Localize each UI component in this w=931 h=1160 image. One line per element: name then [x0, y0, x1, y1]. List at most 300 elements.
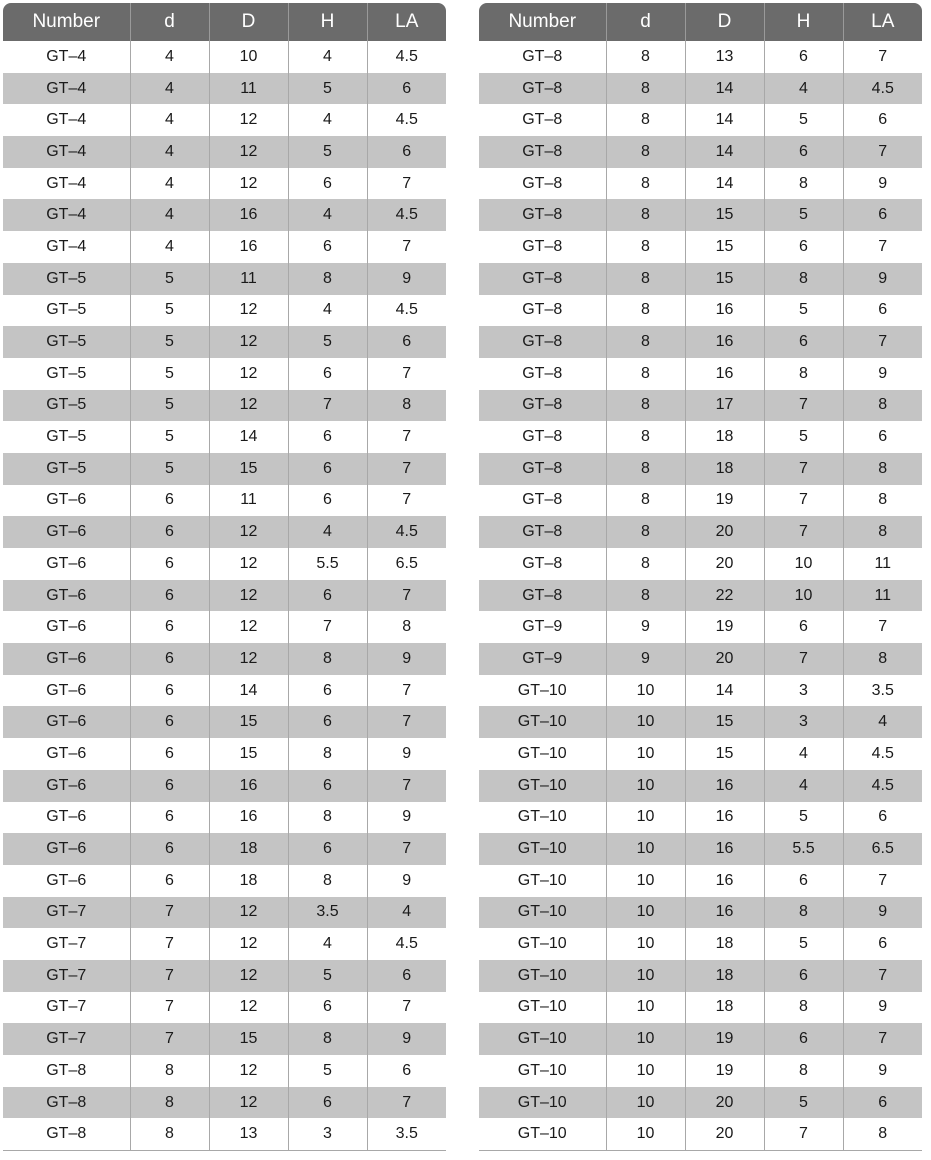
cell-D: 18: [685, 928, 764, 960]
right-spec-table: [479, 3, 922, 1151]
table-header: [3, 3, 446, 41]
cell-number: GT–10: [479, 1087, 606, 1119]
table-row: [3, 802, 446, 834]
cell-LA: 11: [843, 548, 922, 580]
cell-d: 6: [130, 706, 209, 738]
cell-D: 12: [209, 358, 288, 390]
cell-number: GT–9: [479, 643, 606, 675]
cell-D: 19: [685, 1055, 764, 1087]
cell-H: 5: [764, 802, 843, 834]
table-body: [479, 41, 922, 1151]
cell-H: 5: [288, 73, 367, 105]
cell-d: 5: [130, 358, 209, 390]
table-row: [479, 706, 922, 738]
cell-H: 7: [288, 611, 367, 643]
cell-number: GT–6: [3, 516, 130, 548]
cell-H: 8: [764, 1055, 843, 1087]
cell-d: 6: [130, 516, 209, 548]
cell-D: 15: [209, 1023, 288, 1055]
cell-d: 4: [130, 168, 209, 200]
table-row: [3, 199, 446, 231]
cell-d: 9: [606, 643, 685, 675]
cell-d: 8: [606, 421, 685, 453]
header-d: d: [130, 3, 209, 41]
cell-D: 11: [209, 73, 288, 105]
table-row: [479, 1118, 922, 1150]
cell-LA: 4.5: [367, 928, 446, 960]
header-H: H: [288, 3, 367, 41]
table-row: [3, 992, 446, 1024]
table-row: [479, 41, 922, 73]
cell-d: 6: [130, 611, 209, 643]
table-row: [3, 295, 446, 327]
cell-d: 6: [130, 865, 209, 897]
left-spec-table: [3, 3, 446, 1151]
table-row: [479, 992, 922, 1024]
cell-d: 8: [606, 485, 685, 517]
cell-LA: 9: [367, 263, 446, 295]
cell-D: 16: [209, 199, 288, 231]
table-row: [3, 1118, 446, 1150]
cell-D: 10: [209, 41, 288, 73]
table-row: [479, 263, 922, 295]
cell-number: GT–4: [3, 199, 130, 231]
cell-H: 6: [764, 1023, 843, 1055]
table-row: [479, 516, 922, 548]
cell-d: 4: [130, 136, 209, 168]
cell-LA: 7: [843, 326, 922, 358]
cell-number: GT–10: [517, 808, 567, 826]
cell-LA: 6: [843, 199, 922, 231]
cell-LA: 6: [843, 421, 922, 453]
table-row: [3, 73, 446, 105]
cell-H: 7: [288, 390, 367, 422]
cell-H: 8: [764, 168, 843, 200]
cell-H: 4: [288, 199, 367, 231]
cell-D: 12: [209, 992, 288, 1024]
cell-number: GT–4: [46, 174, 87, 192]
cell-d: 8: [606, 295, 685, 327]
cell-number: GT–4: [46, 111, 87, 129]
cell-d: 5: [130, 295, 209, 327]
cell-LA: 7: [367, 992, 446, 1024]
cell-number: GT–5: [3, 326, 130, 358]
cell-number: GT–5: [46, 428, 87, 446]
cell-D: 16: [685, 295, 764, 327]
cell-LA: 7: [367, 168, 446, 200]
cell-d: 7: [130, 1023, 209, 1055]
table-row: [479, 643, 922, 675]
table-row: [3, 1087, 446, 1119]
cell-D: 19: [685, 611, 764, 643]
cell-D: 14: [209, 675, 288, 707]
cell-d: 6: [130, 643, 209, 675]
cell-d: 5: [130, 263, 209, 295]
cell-H: 8: [288, 738, 367, 770]
cell-H: 4: [288, 41, 367, 73]
cell-H: 8: [288, 263, 367, 295]
cell-d: 10: [606, 802, 685, 834]
cell-number: GT–8: [522, 47, 563, 65]
cell-LA: 8: [843, 453, 922, 485]
cell-H: 7: [764, 485, 843, 517]
cell-number: GT–8: [522, 428, 563, 446]
cell-D: 16: [209, 770, 288, 802]
cell-D: 15: [685, 738, 764, 770]
cell-H: 8: [764, 263, 843, 295]
cell-number: GT–6: [46, 681, 87, 699]
cell-d: 6: [130, 770, 209, 802]
table-row: [3, 516, 446, 548]
table-row: [3, 548, 446, 580]
cell-d: 6: [130, 580, 209, 612]
table-row: [479, 485, 922, 517]
cell-d: 8: [606, 136, 685, 168]
table-row: [479, 1023, 922, 1055]
cell-LA: 7: [843, 1023, 922, 1055]
cell-H: 8: [764, 358, 843, 390]
cell-d: 7: [130, 960, 209, 992]
cell-LA: 4.5: [367, 41, 446, 73]
cell-d: 8: [606, 231, 685, 263]
table-row: [3, 960, 446, 992]
cell-H: 6: [288, 833, 367, 865]
cell-D: 22: [685, 580, 764, 612]
cell-number: GT–10: [517, 935, 567, 953]
cell-D: 15: [209, 738, 288, 770]
table-row: [3, 580, 446, 612]
cell-D: 16: [685, 358, 764, 390]
table-row: [479, 453, 922, 485]
cell-number: GT–6: [46, 744, 87, 762]
cell-H: 7: [764, 390, 843, 422]
cell-H: 4: [764, 73, 843, 105]
cell-d: 9: [606, 611, 685, 643]
cell-d: 6: [130, 802, 209, 834]
cell-number: GT–6: [46, 871, 87, 889]
cell-d: 8: [606, 104, 685, 136]
cell-D: 17: [685, 390, 764, 422]
cell-D: 16: [685, 770, 764, 802]
cell-d: 8: [130, 1118, 209, 1150]
cell-H: 8: [764, 897, 843, 929]
cell-H: 6: [288, 580, 367, 612]
cell-number: GT–7: [3, 960, 130, 992]
cell-number: GT–10: [479, 1118, 606, 1150]
cell-LA: 9: [843, 897, 922, 929]
cell-number: GT–6: [46, 491, 87, 509]
cell-d: 8: [606, 548, 685, 580]
table-row: [3, 231, 446, 263]
cell-LA: 9: [367, 865, 446, 897]
cell-H: 6: [764, 326, 843, 358]
cell-LA: 8: [367, 390, 446, 422]
cell-H: 7: [764, 643, 843, 675]
cell-d: 10: [606, 928, 685, 960]
cell-LA: 7: [367, 833, 446, 865]
cell-LA: 7: [367, 1087, 446, 1119]
cell-H: 7: [764, 453, 843, 485]
cell-H: 5: [764, 295, 843, 327]
cell-number: GT–5: [46, 364, 87, 382]
header-LA: LA: [843, 3, 922, 41]
cell-LA: 8: [843, 516, 922, 548]
cell-number: GT–4: [3, 73, 130, 105]
table-row: [479, 928, 922, 960]
cell-d: 7: [130, 928, 209, 960]
table-row: [3, 263, 446, 295]
table-row: [479, 675, 922, 707]
cell-d: 8: [130, 1087, 209, 1119]
cell-d: 8: [606, 390, 685, 422]
cell-number: GT–6: [3, 580, 130, 612]
cell-d: 4: [130, 41, 209, 73]
table-row: [479, 548, 922, 580]
cell-LA: 4: [367, 897, 446, 929]
cell-D: 14: [685, 168, 764, 200]
cell-LA: 9: [367, 643, 446, 675]
header-D: D: [209, 3, 288, 41]
table-row: [479, 580, 922, 612]
cell-H: 10: [764, 580, 843, 612]
table-row: [3, 897, 446, 929]
table-row: [479, 199, 922, 231]
cell-D: 20: [685, 516, 764, 548]
cell-d: 10: [606, 865, 685, 897]
cell-LA: 9: [367, 738, 446, 770]
cell-number: GT–8: [3, 1118, 130, 1150]
cell-number: GT–8: [479, 73, 606, 105]
cell-H: 5: [288, 960, 367, 992]
cell-d: 6: [130, 675, 209, 707]
cell-number: GT–6: [3, 706, 130, 738]
cell-LA: 8: [843, 1118, 922, 1150]
cell-D: 12: [209, 548, 288, 580]
cell-number: GT–10: [479, 897, 606, 929]
cell-LA: 6: [367, 1055, 446, 1087]
cell-D: 16: [209, 231, 288, 263]
cell-H: 7: [764, 516, 843, 548]
cell-LA: 7: [367, 706, 446, 738]
cell-D: 19: [685, 1023, 764, 1055]
cell-LA: 3.5: [843, 675, 922, 707]
cell-H: 5: [288, 1055, 367, 1087]
cell-d: 8: [606, 168, 685, 200]
cell-H: 4: [764, 770, 843, 802]
cell-LA: 9: [843, 992, 922, 1024]
cell-H: 5.5: [764, 833, 843, 865]
cell-H: 4: [288, 104, 367, 136]
table-row: [3, 643, 446, 675]
cell-number: GT–10: [479, 960, 606, 992]
cell-d: 6: [130, 548, 209, 580]
table-row: [479, 73, 922, 105]
cell-d: 10: [606, 675, 685, 707]
cell-D: 12: [209, 643, 288, 675]
table-row: [479, 960, 922, 992]
cell-LA: 4.5: [367, 516, 446, 548]
cell-number: GT–6: [46, 808, 87, 826]
cell-LA: 6: [367, 136, 446, 168]
cell-H: 6: [288, 485, 367, 517]
cell-d: 8: [606, 326, 685, 358]
cell-LA: 9: [843, 168, 922, 200]
cell-H: 8: [764, 992, 843, 1024]
cell-D: 19: [685, 485, 764, 517]
cell-D: 18: [685, 421, 764, 453]
cell-H: 5.5: [288, 548, 367, 580]
cell-d: 4: [130, 199, 209, 231]
cell-number: GT–10: [479, 833, 606, 865]
cell-D: 12: [209, 580, 288, 612]
cell-D: 12: [209, 390, 288, 422]
cell-D: 15: [209, 706, 288, 738]
cell-D: 16: [209, 802, 288, 834]
cell-d: 8: [606, 516, 685, 548]
table-row: [3, 675, 446, 707]
cell-D: 20: [685, 643, 764, 675]
table-row: [3, 390, 446, 422]
header-H: H: [764, 3, 843, 41]
cell-LA: 6: [843, 802, 922, 834]
cell-D: 16: [685, 802, 764, 834]
table-row: [479, 168, 922, 200]
table-row: [3, 136, 446, 168]
cell-number: GT–10: [517, 744, 567, 762]
cell-number: GT–4: [3, 136, 130, 168]
table-row: [3, 104, 446, 136]
cell-LA: 6.5: [367, 548, 446, 580]
cell-H: 6: [288, 231, 367, 263]
cell-D: 13: [209, 1118, 288, 1150]
cell-H: 5: [764, 104, 843, 136]
table-row: [479, 1055, 922, 1087]
table-row: [479, 802, 922, 834]
cell-D: 12: [209, 136, 288, 168]
cell-LA: 9: [843, 1055, 922, 1087]
cell-number: GT–5: [46, 301, 87, 319]
cell-number: GT–8: [479, 263, 606, 295]
cell-D: 12: [209, 295, 288, 327]
cell-number: GT–6: [3, 770, 130, 802]
cell-d: 10: [606, 1023, 685, 1055]
cell-H: 8: [288, 643, 367, 675]
cell-LA: 8: [843, 643, 922, 675]
cell-number: GT–8: [522, 301, 563, 319]
cell-d: 5: [130, 421, 209, 453]
cell-H: 6: [764, 136, 843, 168]
cell-D: 15: [685, 706, 764, 738]
cell-d: 10: [606, 738, 685, 770]
cell-H: 6: [288, 453, 367, 485]
table-body: [3, 41, 446, 1151]
cell-H: 3: [288, 1118, 367, 1150]
table-row: [3, 41, 446, 73]
cell-D: 14: [685, 675, 764, 707]
cell-d: 7: [130, 992, 209, 1024]
cell-H: 5: [764, 421, 843, 453]
cell-D: 18: [685, 453, 764, 485]
cell-D: 14: [685, 73, 764, 105]
cell-H: 6: [764, 611, 843, 643]
cell-H: 6: [288, 675, 367, 707]
cell-number: GT–6: [46, 618, 87, 636]
cell-D: 15: [685, 199, 764, 231]
table-row: [479, 897, 922, 929]
cell-number: GT–8: [522, 174, 563, 192]
cell-H: 8: [288, 865, 367, 897]
cell-d: 5: [130, 326, 209, 358]
cell-d: 7: [130, 897, 209, 929]
header-LA: LA: [367, 3, 446, 41]
cell-LA: 4.5: [843, 73, 922, 105]
table-row: [479, 770, 922, 802]
table-row: [479, 738, 922, 770]
cell-H: 8: [288, 802, 367, 834]
cell-d: 10: [606, 706, 685, 738]
cell-d: 10: [606, 897, 685, 929]
cell-d: 4: [130, 231, 209, 263]
cell-D: 13: [685, 41, 764, 73]
cell-H: 4: [288, 516, 367, 548]
table-row: [3, 421, 446, 453]
cell-LA: 7: [367, 358, 446, 390]
cell-number: GT–8: [479, 326, 606, 358]
cell-H: 5: [764, 199, 843, 231]
cell-LA: 8: [843, 485, 922, 517]
cell-H: 6: [288, 358, 367, 390]
cell-number: GT–7: [3, 1023, 130, 1055]
cell-number: GT–7: [3, 897, 130, 929]
cell-LA: 7: [367, 231, 446, 263]
cell-d: 6: [130, 485, 209, 517]
header-d: d: [606, 3, 685, 41]
table-row: [3, 706, 446, 738]
cell-d: 8: [606, 41, 685, 73]
cell-LA: 7: [367, 421, 446, 453]
cell-H: 6: [764, 41, 843, 73]
cell-D: 18: [209, 865, 288, 897]
cell-LA: 4.5: [843, 738, 922, 770]
cell-LA: 6: [367, 960, 446, 992]
cell-D: 12: [209, 1055, 288, 1087]
cell-D: 12: [209, 611, 288, 643]
cell-H: 6: [288, 1087, 367, 1119]
cell-d: 8: [606, 199, 685, 231]
table-row: [3, 1023, 446, 1055]
table-row: [479, 421, 922, 453]
cell-LA: 7: [843, 41, 922, 73]
cell-LA: 11: [843, 580, 922, 612]
table-row: [479, 326, 922, 358]
table-row: [479, 136, 922, 168]
table-row: [3, 833, 446, 865]
cell-number: GT–8: [3, 1087, 130, 1119]
table-row: [3, 485, 446, 517]
cell-number: GT–10: [517, 998, 567, 1016]
table-row: [479, 1087, 922, 1119]
cell-number: GT–10: [479, 770, 606, 802]
cell-number: GT–8: [522, 554, 563, 572]
cell-H: 4: [288, 928, 367, 960]
cell-LA: 8: [843, 390, 922, 422]
cell-H: 6: [288, 168, 367, 200]
header-number: Number: [479, 3, 606, 41]
cell-number: GT–10: [479, 706, 606, 738]
cell-number: GT–4: [46, 237, 87, 255]
cell-d: 10: [606, 1118, 685, 1150]
cell-LA: 4: [843, 706, 922, 738]
